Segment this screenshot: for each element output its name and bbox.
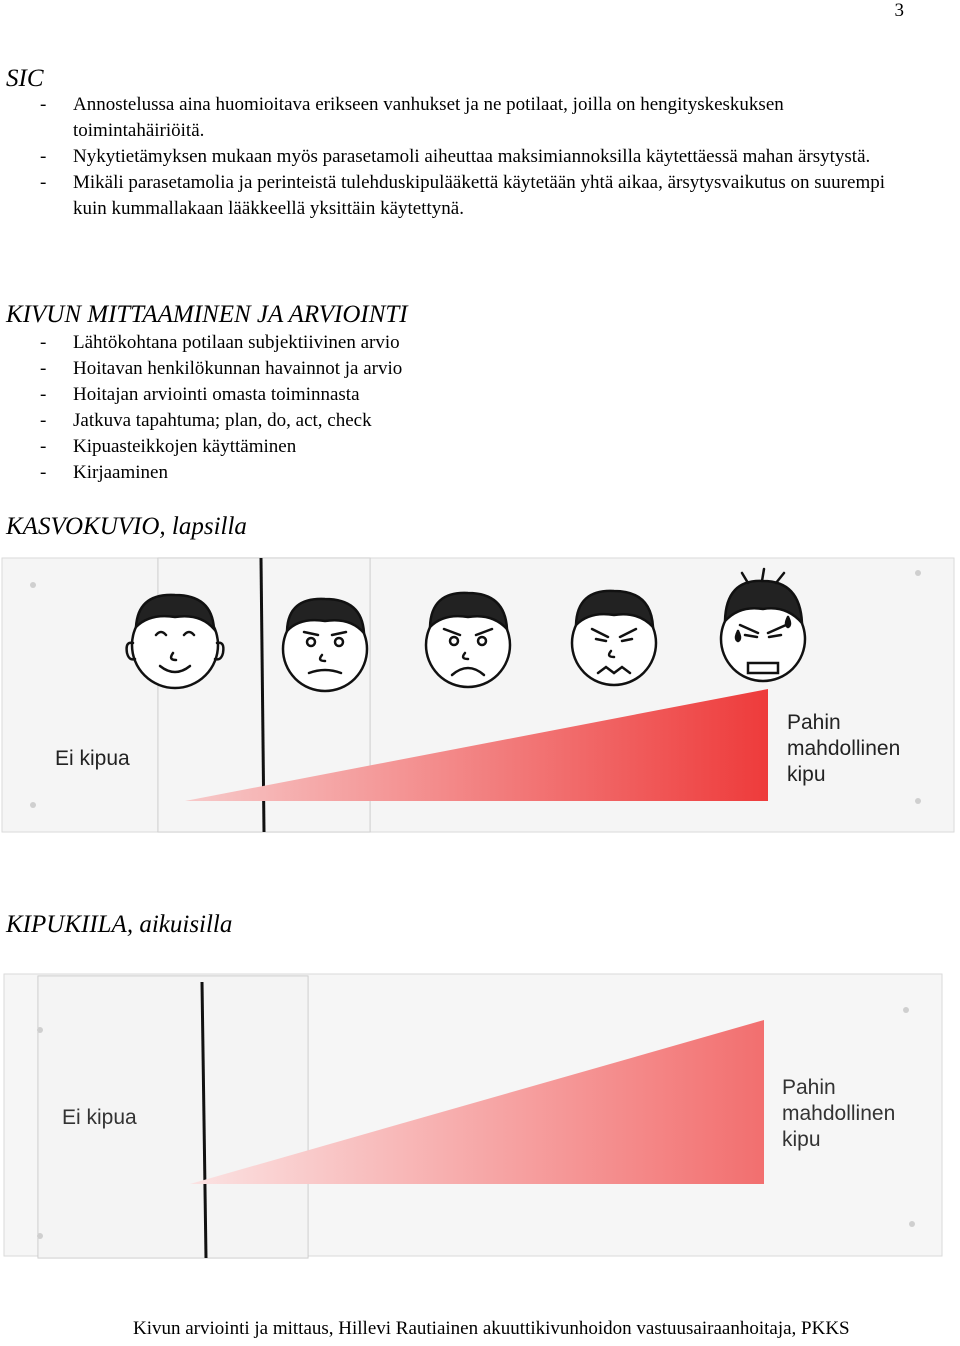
measurement-heading: KIVUN MITTAAMINEN JA ARVIOINTI bbox=[6, 301, 408, 328]
sic-list bbox=[0, 92, 900, 222]
list-item: - Annostelussa aina huomioitava erikseen vanhukset ja ne potilaat, joilla on hengityskeskuksen toimintahäiriöitä. bbox=[0, 92, 900, 144]
list-item: - Kirjaaminen bbox=[0, 460, 900, 486]
face-label-worst: Pahin bbox=[787, 711, 841, 734]
card-hole bbox=[915, 798, 921, 804]
face-severe-icon bbox=[572, 591, 656, 685]
card-hole bbox=[915, 570, 921, 576]
list-item: - Hoitavan henkilökunnan havainnot ja arvio bbox=[0, 356, 900, 382]
card-hole bbox=[37, 1233, 43, 1239]
adult-label-worst: Pahin bbox=[782, 1076, 836, 1099]
card-hole bbox=[30, 802, 36, 808]
adult-scale-image bbox=[0, 970, 946, 1260]
list-item: - Kipuasteikkojen käyttäminen bbox=[0, 434, 900, 460]
face-scale-image bbox=[0, 555, 956, 835]
page-footer: Kivun arviointi ja mittaus, Hillevi Rautiainen akuuttikivunhoidon vastuusairaanhoitaja, PKKS bbox=[133, 1318, 850, 1339]
list-item: - Lähtökohtana potilaan subjektiivinen arvio bbox=[0, 330, 900, 356]
list-item: - Mikäli parasetamolia ja perinteistä tulehduskipulääkettä käytetään yhtä aikaa, ärsytysvaikutus on suurempi kuin kummallakaan lääkkeellä yksittäin käytettynä. bbox=[0, 170, 900, 222]
face-label-worst: mahdollinen bbox=[787, 737, 901, 760]
face-scale-heading: KASVOKUVIO, lapsilla bbox=[6, 513, 247, 540]
face-mild-icon bbox=[283, 599, 367, 691]
page-number: 3 bbox=[894, 0, 904, 21]
sic-heading: SIC bbox=[6, 65, 44, 92]
adult-label-worst: mahdollinen bbox=[782, 1102, 896, 1125]
face-moderate-icon bbox=[426, 593, 510, 687]
adult-label-worst: kipu bbox=[782, 1128, 821, 1151]
list-item: - Jatkuva tapahtuma; plan, do, act, check bbox=[0, 408, 900, 434]
adult-label-no-pain: Ei kipua bbox=[62, 1106, 137, 1129]
card-hole bbox=[37, 1027, 43, 1033]
list-item: - Hoitajan arviointi omasta toiminnasta bbox=[0, 382, 900, 408]
card-hole bbox=[903, 1007, 909, 1013]
adult-scale-heading: KIPUKIILA, aikuisilla bbox=[6, 911, 233, 938]
measurement-list bbox=[0, 330, 900, 486]
face-label-worst: kipu bbox=[787, 763, 826, 786]
card-hole bbox=[909, 1221, 915, 1227]
face-label-no-pain: Ei kipua bbox=[55, 747, 130, 770]
card-hole bbox=[30, 582, 36, 588]
list-item: - Nykytietämyksen mukaan myös parasetamoli aiheuttaa maksimiannoksilla käytettäessä mahan ärsytystä. bbox=[0, 144, 900, 170]
